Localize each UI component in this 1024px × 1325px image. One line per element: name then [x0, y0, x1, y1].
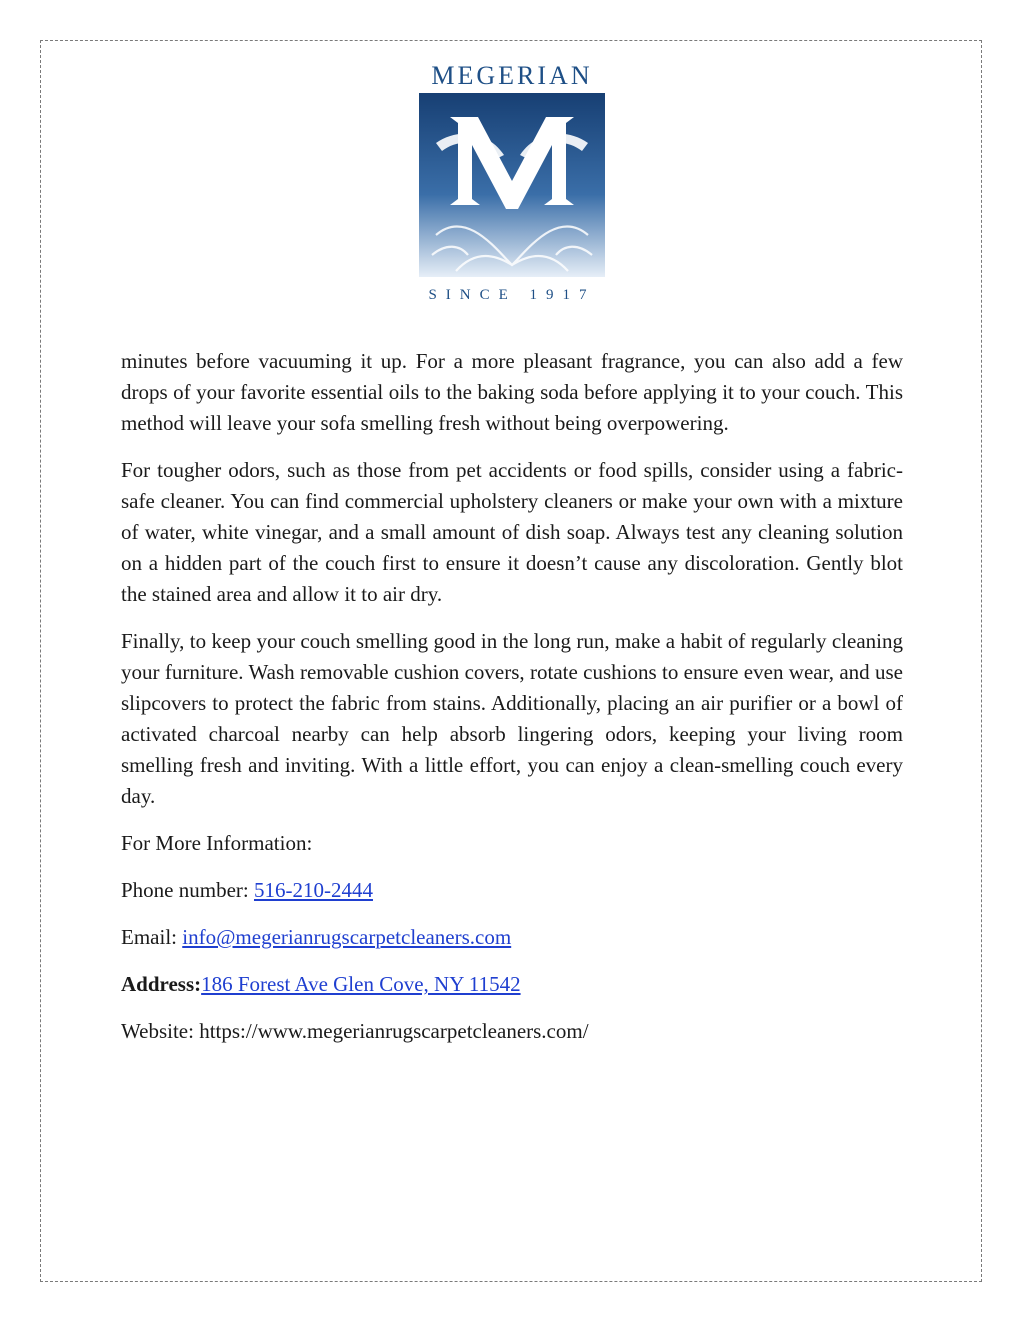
website-line — [121, 1016, 903, 1047]
email-link[interactable]: info@megerianrugscarpetcleaners.com — [182, 925, 512, 949]
logo-bottom-text: SINCE 1917 — [428, 287, 596, 303]
website-label: Website: — [121, 1019, 200, 1043]
paragraph-1: minutes before vacuuming it up. For a more pleasant fragrance, you can also add a few drops of your favorite essential oils to the baking soda before applying it to your couch. This method will leave your sofa smelling fresh without being overpowering. — [121, 349, 903, 435]
address-line — [121, 969, 903, 1000]
phone-line — [121, 875, 903, 906]
phone-link[interactable]: 516-210-2444 — [253, 878, 373, 902]
email-label: Email: — [121, 925, 183, 949]
megerian-logo-graphic — [416, 59, 608, 303]
megerian-logo — [416, 59, 608, 303]
address-link[interactable]: 186 Forest Ave Glen Cove, NY 11542 — [201, 972, 521, 996]
address-label: Address: — [121, 972, 202, 996]
more-info-heading: For More Information: — [121, 831, 313, 855]
paragraph-3: Finally, to keep your couch smelling good in the long run, make a habit of regularly cleaning your furniture. Wash removable cushion covers, rotate cushions to ensure even wear, and use slipcovers to protect the fabric from stains. Additionally, placing an air purifier or a bowl of activated charcoal nearby can help absorb lingering odors, keeping your living room smelling fresh and inviting. With a little effort, you can enjoy a clean-smelling couch every day. — [121, 629, 903, 808]
logo-top-text: MEGERIAN — [431, 61, 593, 90]
website-url: https://www.megerianrugscarpetcleaners.com/ — [199, 1019, 589, 1043]
phone-label: Phone number: — [121, 878, 254, 902]
document-body — [121, 346, 903, 1063]
paragraph-2: For tougher odors, such as those from pet accidents or food spills, consider using a fabric-safe cleaner. You can find commercial upholstery cleaners or make your own with a mixture of water, white vinegar, and a small amount of dish soap. Always test any cleaning solution on a hidden part of the couch first to ensure it doesn’t cause any discoloration. Gently blot the stained area and allow it to air dry. — [121, 458, 903, 606]
email-line — [121, 922, 903, 953]
